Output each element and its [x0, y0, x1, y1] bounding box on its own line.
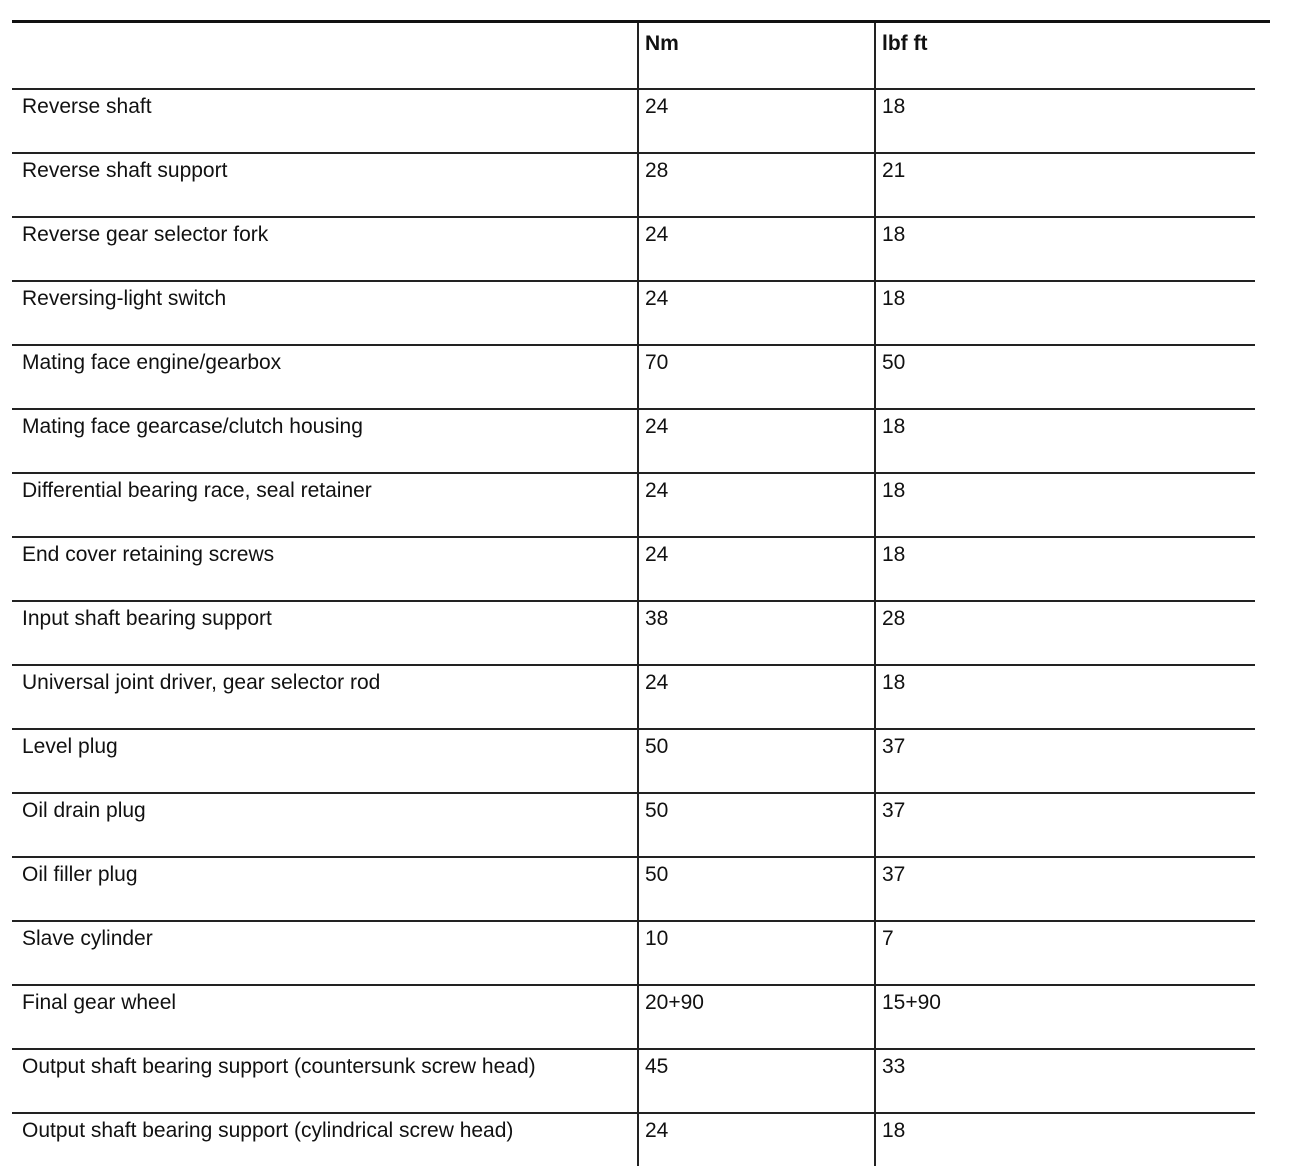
cell-lbf-ft: 28	[874, 602, 1255, 664]
cell-description: Mating face engine/gearbox	[22, 351, 282, 374]
table-row	[12, 410, 1255, 474]
cell-description: Oil drain plug	[22, 799, 146, 822]
cell-description: Reverse shaft	[22, 95, 152, 118]
cell-lbf-ft: 18	[874, 282, 1255, 344]
table-row	[12, 986, 1255, 1050]
cell-description: Slave cylinder	[22, 927, 153, 950]
cell-description: Output shaft bearing support (countersunk screw head)	[22, 1055, 536, 1078]
cell-nm: 10	[637, 922, 874, 984]
cell-nm: 50	[637, 730, 874, 792]
table-row	[12, 90, 1255, 154]
cell-lbf-ft: 15+90	[874, 986, 1255, 1048]
cell-nm: 24	[637, 218, 874, 280]
header-nm: Nm	[637, 23, 874, 88]
cell-lbf-ft: 37	[874, 794, 1255, 856]
cell-nm: 24	[637, 538, 874, 600]
table-row	[12, 794, 1255, 858]
cell-description: Oil filler plug	[22, 863, 138, 886]
cell-nm: 24	[637, 90, 874, 152]
table-row	[12, 282, 1255, 346]
cell-description: Reverse shaft support	[22, 159, 228, 182]
cell-nm: 20+90	[637, 986, 874, 1048]
table-row	[12, 602, 1255, 666]
cell-lbf-ft: 21	[874, 154, 1255, 216]
cell-nm: 50	[637, 794, 874, 856]
table-row	[12, 1114, 1255, 1166]
cell-lbf-ft: 33	[874, 1050, 1255, 1112]
cell-lbf-ft: 18	[874, 410, 1255, 472]
cell-nm: 28	[637, 154, 874, 216]
cell-lbf-ft: 7	[874, 922, 1255, 984]
table-body	[12, 90, 1270, 1166]
header-lbf-ft: lbf ft	[874, 23, 1255, 88]
cell-lbf-ft: 18	[874, 474, 1255, 536]
cell-lbf-ft: 18	[874, 538, 1255, 600]
cell-description: Final gear wheel	[22, 991, 177, 1014]
cell-nm: 24	[637, 282, 874, 344]
cell-lbf-ft: 37	[874, 858, 1255, 920]
table-row	[12, 666, 1255, 730]
cell-nm: 45	[637, 1050, 874, 1112]
cell-lbf-ft: 18	[874, 1114, 1255, 1166]
cell-description: Universal joint driver, gear selector rod	[22, 671, 381, 694]
cell-description: Reverse gear selector fork	[22, 223, 269, 246]
header-description	[12, 23, 637, 88]
cell-description: Mating face gearcase/clutch housing	[22, 415, 363, 438]
table-row	[12, 474, 1255, 538]
table-row	[12, 858, 1255, 922]
cell-nm: 24	[637, 1114, 874, 1166]
cell-description: Input shaft bearing support	[22, 607, 272, 630]
cell-description: Level plug	[22, 735, 118, 758]
cell-lbf-ft: 50	[874, 346, 1255, 408]
cell-description: End cover retaining screws	[22, 543, 275, 566]
cell-nm: 24	[637, 666, 874, 728]
table-row	[12, 922, 1255, 986]
cell-nm: 24	[637, 410, 874, 472]
cell-description: Differential bearing race, seal retainer	[22, 479, 372, 502]
cell-nm: 50	[637, 858, 874, 920]
cell-nm: 70	[637, 346, 874, 408]
torque-table	[12, 20, 1270, 1166]
table-row	[12, 154, 1255, 218]
cell-description: Output shaft bearing support (cylindrical screw head)	[22, 1119, 514, 1142]
cell-lbf-ft: 18	[874, 90, 1255, 152]
cell-lbf-ft: 18	[874, 666, 1255, 728]
table-header-row	[12, 23, 1255, 90]
table-row	[12, 218, 1255, 282]
cell-nm: 24	[637, 474, 874, 536]
table-row	[12, 1050, 1255, 1114]
table-row	[12, 538, 1255, 602]
cell-description: Reversing-light switch	[22, 287, 227, 310]
cell-nm: 38	[637, 602, 874, 664]
table-row	[12, 730, 1255, 794]
table-row	[12, 346, 1255, 410]
cell-lbf-ft: 37	[874, 730, 1255, 792]
cell-lbf-ft: 18	[874, 218, 1255, 280]
